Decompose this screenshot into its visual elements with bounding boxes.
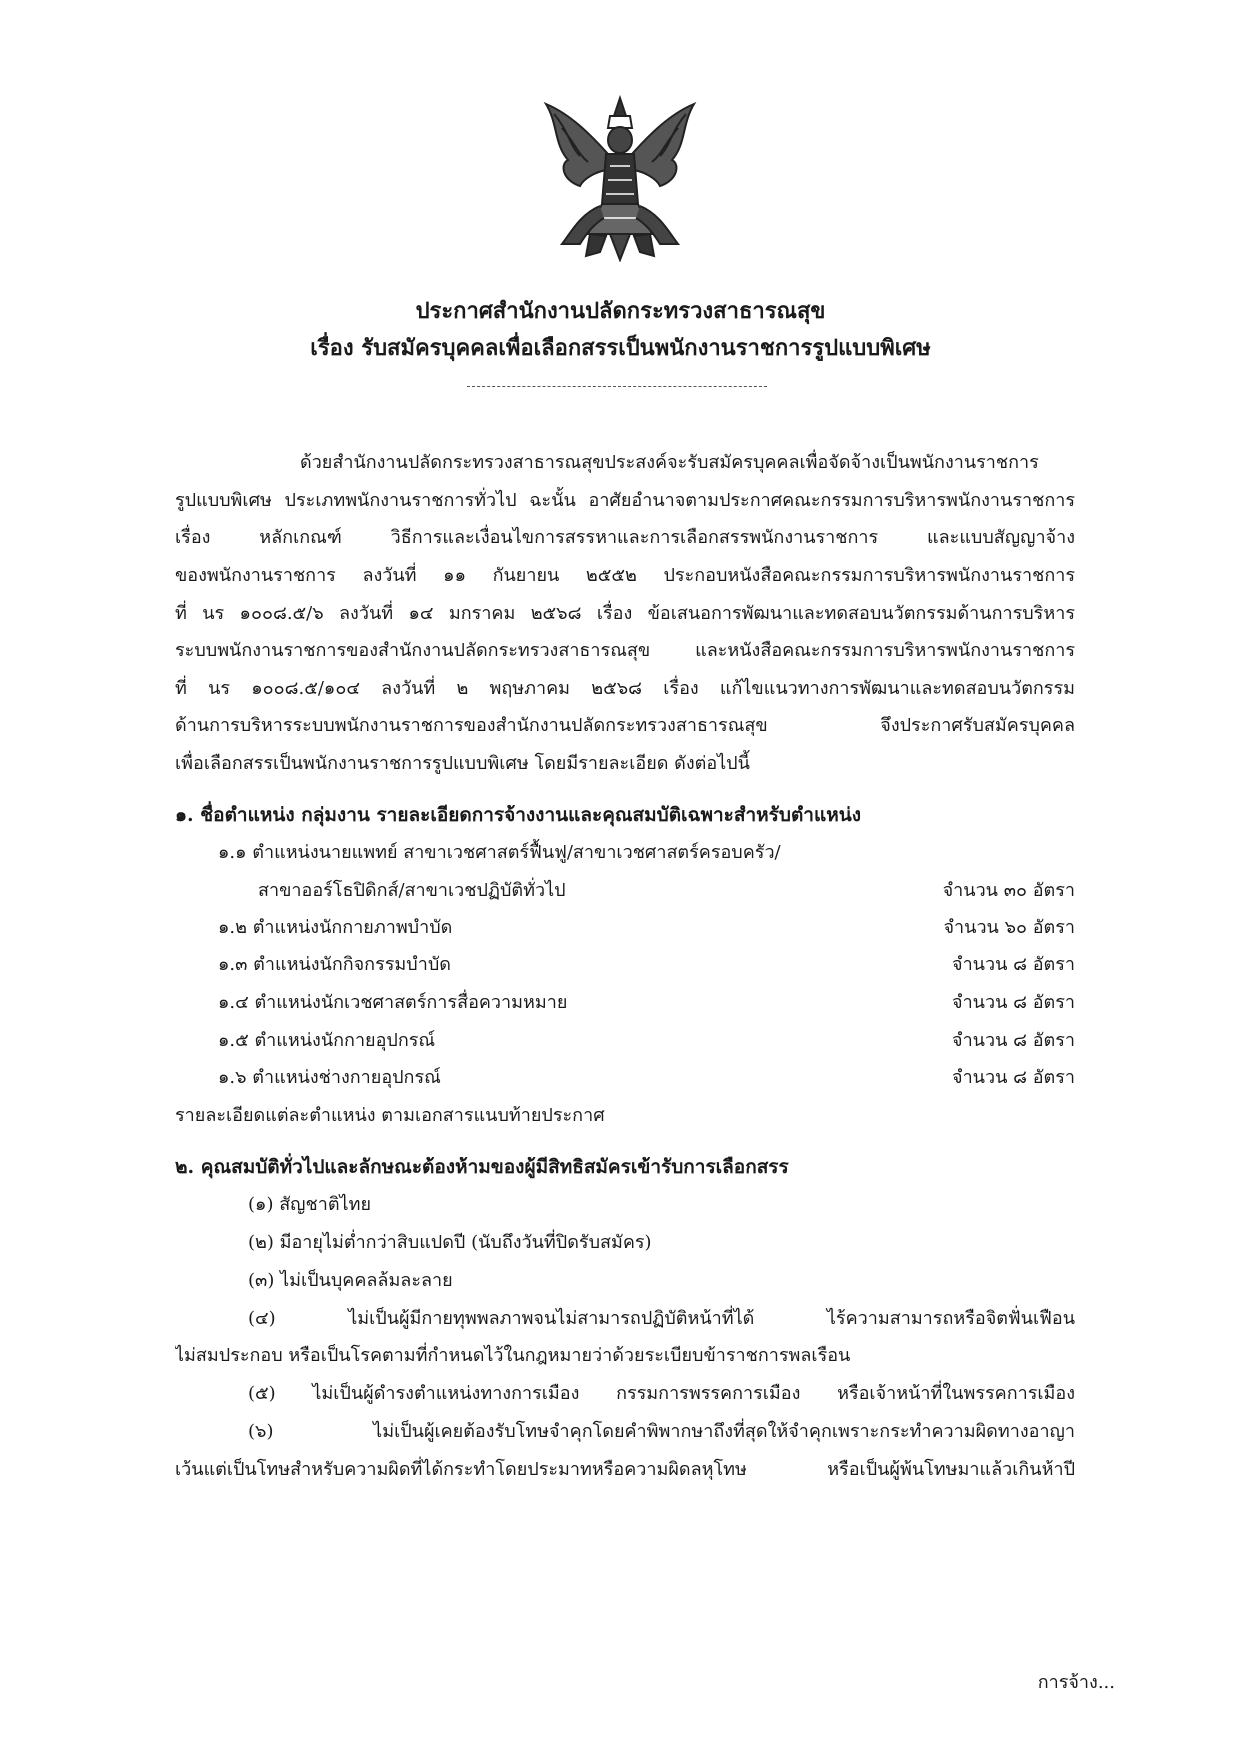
garuda-emblem-icon: [540, 94, 700, 262]
announcement-title: ประกาศสำนักงานปลัดกระทรวงสาธารณสุข: [415, 298, 826, 324]
position-label: ๑.๔ ตำแหน่งนักเวชศาสตร์การสื่อความหมาย: [218, 992, 568, 1013]
intro-line: ด้วยสำนักงานปลัดกระทรวงสาธารณสุขประสงค์จะรับสมัครบุคคลเพื่อจัดจ้างเป็นพนักงานราชการ: [300, 452, 1039, 473]
qualification-item: (๔) ไม่เป็นผู้มีกายทุพพลภาพจนไม่สามารถปฏิบัติหน้าที่ได้ ไร้ความสามารถหรือจิตฟั่นเฟือน: [248, 1308, 1075, 1329]
page-continuation: การจ้าง...: [1037, 1672, 1115, 1693]
qualification-item-continued: ไม่สมประกอบ หรือเป็นโรคตามที่กำหนดไว้ในกฎหมายว่าด้วยระเบียบข้าราชการพลเรือน: [175, 1345, 851, 1366]
section1-note: รายละเอียดแต่ละตำแหน่ง ตามเอกสารแนบท้ายประกาศ: [175, 1105, 605, 1126]
position-label: ๑.๕ ตำแหน่งนักกายอุปกรณ์: [218, 1030, 436, 1051]
qualification-item-continued: เว้นแต่เป็นโทษสำหรับความผิดที่ได้กระทำโดยประมาทหรือความผิดลหุโทษ หรือเป็นผู้พ้นโทษมาแล้วเกินห้าปี: [175, 1459, 1075, 1480]
intro-line: ด้านการบริหารระบบพนักงานราชการของสำนักงานปลัดกระทรวงสาธารณสุข จึงประกาศรับสมัครบุคคล: [175, 715, 1075, 736]
position-label-continued: สาขาออร์โธปิดิกส์/สาขาเวชปฏิบัติทั่วไป: [258, 880, 566, 901]
announcement-subject: เรื่อง รับสมัครบุคคลเพื่อเลือกสรรเป็นพนักงานราชการรูปแบบพิเศษ: [310, 335, 931, 361]
section2-heading: ๒. คุณสมบัติทั่วไปและลักษณะต้องห้ามของผู้มีสิทธิสมัครเข้ารับการเลือกสรร: [175, 1156, 789, 1178]
qualification-item: (๒) มีอายุไม่ต่ำกว่าสิบแปดปี (นับถึงวันที่ปิดรับสมัคร): [248, 1232, 652, 1253]
position-label: ๑.๒ ตำแหน่งนักกายภาพบำบัด: [218, 917, 453, 938]
intro-line: รูปแบบพิเศษ ประเภทพนักงานราชการทั่วไป ฉะนั้น อาศัยอำนาจตามประกาศคณะกรรมการบริหารพนักงานราชการ: [175, 490, 1075, 511]
position-count: จำนวน ๘ อัตรา: [952, 992, 1075, 1013]
position-count: จำนวน ๘ อัตรา: [952, 1067, 1075, 1088]
position-count: จำนวน ๖๐ อัตรา: [943, 917, 1075, 938]
qualification-item: (๕) ไม่เป็นผู้ดำรงตำแหน่งทางการเมือง กรรมการพรรคการเมือง หรือเจ้าหน้าที่ในพรรคการเมือง: [248, 1383, 1075, 1404]
section1-heading: ๑. ชื่อตำแหน่ง กลุ่มงาน รายละเอียดการจ้างงานและคุณสมบัติเฉพาะสำหรับตำแหน่ง: [175, 804, 861, 826]
intro-line: ที่ นร ๑๐๐๘.๕/๖ ลงวันที่ ๑๔ มกราคม ๒๕๖๘ เรื่อง ข้อเสนอการพัฒนาและทดสอบนวัตกรรมด้านการบริหาร: [175, 603, 1075, 624]
position-count: จำนวน ๘ อัตรา: [952, 1030, 1075, 1051]
intro-line: ระบบพนักงานราชการของสำนักงานปลัดกระทรวงสาธารณสุข และหนังสือคณะกรรมการบริหารพนักงานราชการ: [175, 640, 1075, 661]
position-count: จำนวน ๓๐ อัตรา: [942, 880, 1075, 901]
position-label: ๑.๖ ตำแหน่งช่างกายอุปกรณ์: [218, 1067, 441, 1088]
position-count: จำนวน ๘ อัตรา: [952, 954, 1075, 975]
intro-line: ที่ นร ๑๐๐๘.๕/๑๐๔ ลงวันที่ ๒ พฤษภาคม ๒๕๖๘ เรื่อง แก้ไขแนวทางการพัฒนาและทดสอบนวัตกรรม: [175, 678, 1075, 699]
title-divider: [467, 386, 767, 387]
intro-line: เรื่อง หลักเกณฑ์ วิธีการและเงื่อนไขการสรรหาและการเลือกสรรพนักงานราชการ และแบบสัญญาจ้าง: [175, 527, 1075, 548]
qualification-item: (๑) สัญชาติไทย: [248, 1194, 371, 1215]
qualification-item: (๖) ไม่เป็นผู้เคยต้องรับโทษจำคุกโดยคำพิพากษาถึงที่สุดให้จำคุกเพราะกระทำความผิดทางอาญา: [248, 1421, 1075, 1442]
position-label: ๑.๓ ตำแหน่งนักกิจกรรมบำบัด: [218, 954, 451, 975]
intro-line: เพื่อเลือกสรรเป็นพนักงานราชการรูปแบบพิเศษ โดยมีรายละเอียด ดังต่อไปนี้: [175, 753, 750, 774]
qualification-item: (๓) ไม่เป็นบุคคลล้มละลาย: [248, 1270, 453, 1291]
position-label: ๑.๑ ตำแหน่งนายแพทย์ สาขาเวชศาสตร์ฟื้นฟู/สาขาเวชศาสตร์ครอบครัว/: [218, 842, 781, 863]
intro-line: ของพนักงานราชการ ลงวันที่ ๑๑ กันยายน ๒๕๕๒ ประกอบหนังสือคณะกรรมการบริหารพนักงานราชการ: [175, 565, 1075, 586]
